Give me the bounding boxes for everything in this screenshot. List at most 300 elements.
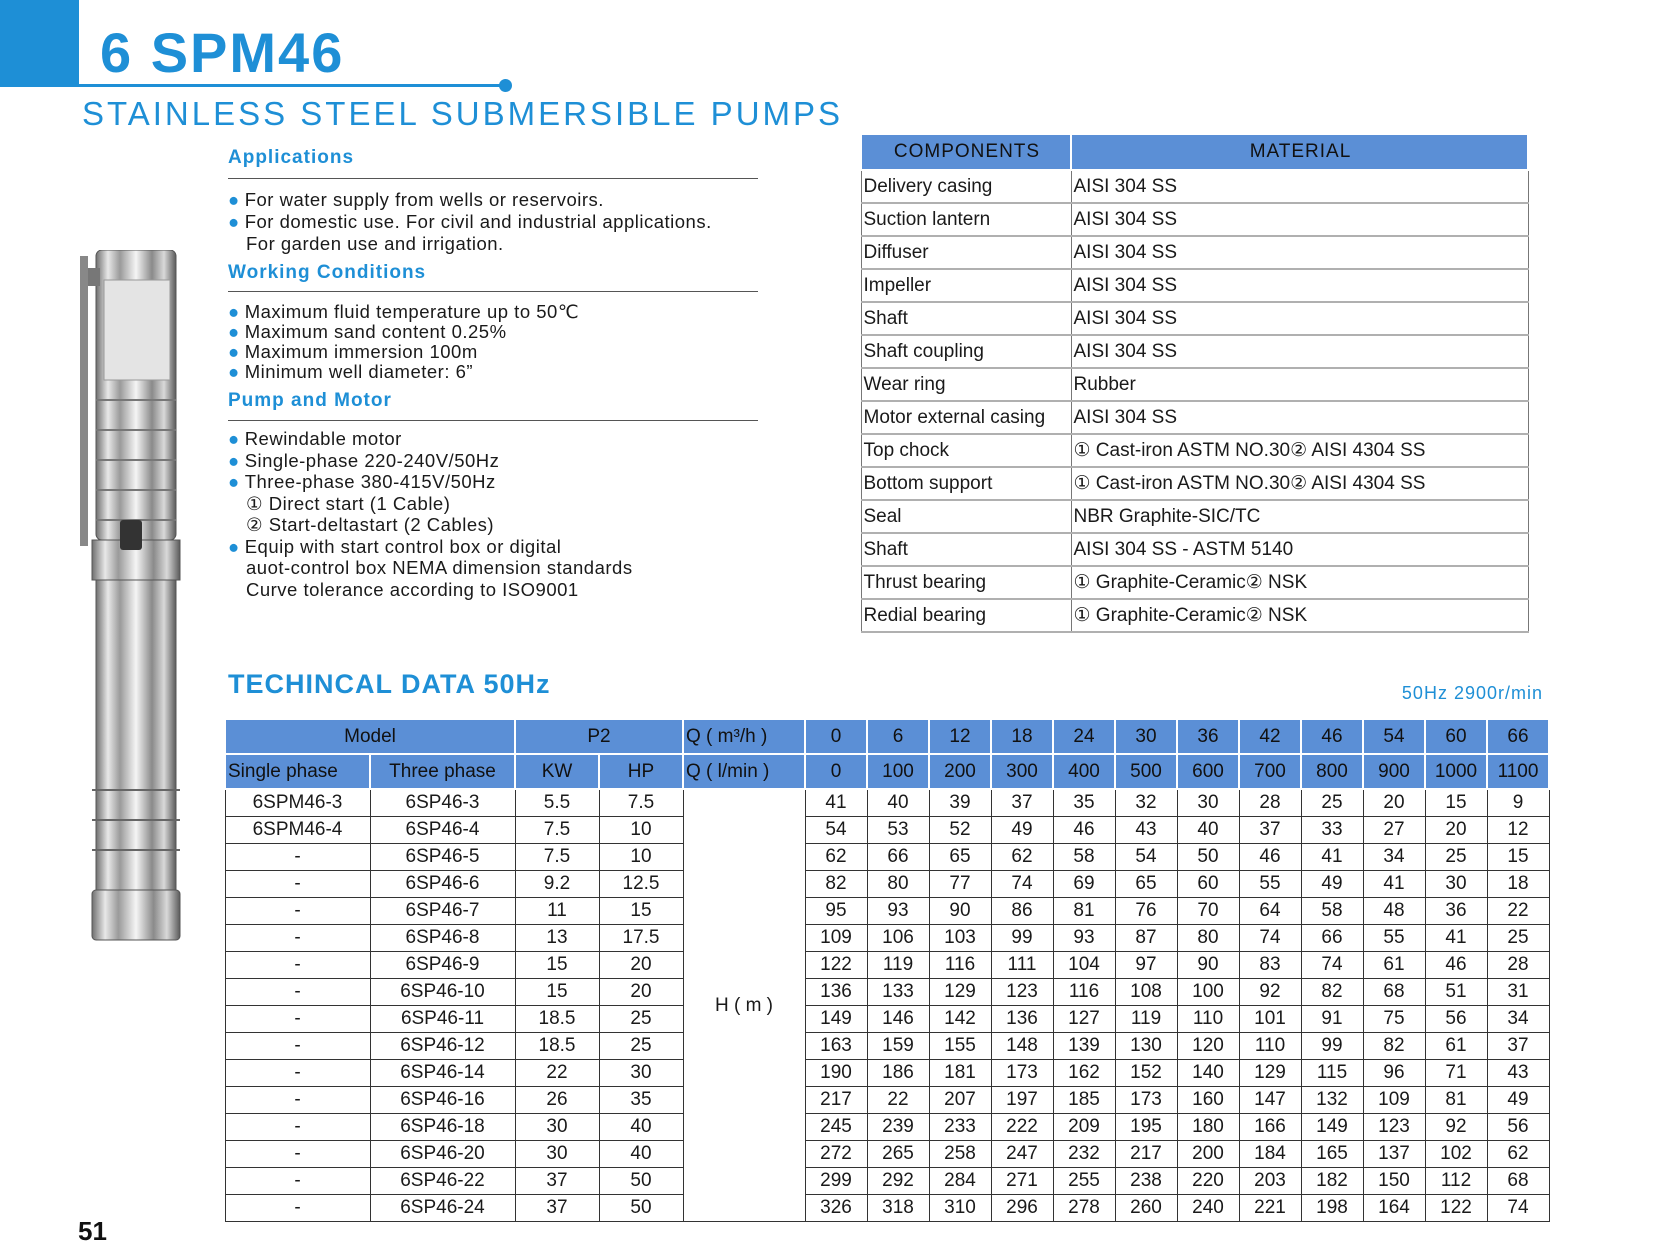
kw-cell: 15 [515,952,599,979]
component-cell: Wear ring [861,368,1071,401]
list-item: ● For water supply from wells or reservoirs. [228,189,604,210]
hp-cell: 20 [599,952,683,979]
head-value-cell: 25 [1487,925,1549,952]
head-value-cell: 49 [1301,871,1363,898]
hp-cell: 10 [599,817,683,844]
head-value-cell: 91 [1301,1006,1363,1033]
kw-cell: 26 [515,1087,599,1114]
head-value-cell: 162 [1053,1060,1115,1087]
three-phase-model-cell: 6SP46-16 [370,1087,515,1114]
head-value-cell: 81 [1425,1087,1487,1114]
head-value-cell: 52 [929,817,991,844]
head-value-cell: 109 [805,925,867,952]
header-row-flow-m3h [225,719,1549,754]
head-value-cell: 81 [1053,898,1115,925]
head-value-cell: 101 [1239,1006,1301,1033]
head-value-cell: 46 [1425,952,1487,979]
head-value-cell: 180 [1177,1114,1239,1141]
head-value-cell: 163 [805,1033,867,1060]
hp-cell: 20 [599,979,683,1006]
material-cell: AISI 304 SS [1071,302,1528,335]
head-value-cell: 271 [991,1168,1053,1195]
list-item: ● Maximum immersion 100m [228,341,478,362]
head-value-cell: 25 [1301,789,1363,817]
flow-m3h-header: 66 [1487,719,1549,754]
head-value-cell: 155 [929,1033,991,1060]
table-row [861,500,1528,533]
component-cell: Motor external casing [861,401,1071,434]
hp-cell: 40 [599,1114,683,1141]
head-value-cell: 278 [1053,1195,1115,1222]
head-value-cell: 61 [1425,1033,1487,1060]
flow-lmin-header: 900 [1363,754,1425,789]
page-title: 6 SPM46 [100,21,345,84]
flow-lmin-header: 200 [929,754,991,789]
three-phase-model-cell: 6SP46-3 [370,789,515,817]
table-row [861,599,1528,632]
kw-cell: 30 [515,1141,599,1168]
kw-header: KW [515,754,599,789]
material-cell: AISI 304 SS [1071,401,1528,434]
head-value-cell: 139 [1053,1033,1115,1060]
head-value-cell: 41 [805,789,867,817]
head-value-cell: 46 [1239,844,1301,871]
list-item: ● Equip with start control box or digital [228,535,562,557]
head-value-cell: 111 [991,952,1053,979]
flow-lmin-header: 800 [1301,754,1363,789]
head-value-cell: 46 [1053,817,1115,844]
flow-lmin-header: 300 [991,754,1053,789]
head-value-cell: 147 [1239,1087,1301,1114]
head-value-cell: 184 [1239,1141,1301,1168]
head-value-cell: 61 [1363,952,1425,979]
table-row [861,236,1528,269]
single-phase-model-cell: 6SPM46-3 [225,789,370,817]
list-item: ● Three-phase 380-415V/50Hz [228,471,496,492]
flow-lmin-header: 100 [867,754,929,789]
head-value-cell: 12 [1487,817,1549,844]
materials-header-row [861,134,1528,170]
head-value-cell: 74 [1239,925,1301,952]
head-value-cell: 71 [1425,1060,1487,1087]
head-value-cell: 119 [867,952,929,979]
head-value-cell: 122 [1425,1195,1487,1222]
list-item: For garden use and irrigation. [246,233,504,254]
single-phase-model-cell: - [225,1033,370,1060]
working-conditions-list [228,302,579,382]
head-value-cell: 130 [1115,1033,1177,1060]
head-value-cell: 90 [929,898,991,925]
head-value-cell: 146 [867,1006,929,1033]
flow-m3h-header: 18 [991,719,1053,754]
hp-cell: 35 [599,1087,683,1114]
head-value-cell: 62 [805,844,867,871]
head-value-cell: 34 [1363,844,1425,871]
head-value-cell: 129 [1239,1060,1301,1087]
head-value-cell: 164 [1363,1195,1425,1222]
head-value-cell: 260 [1115,1195,1177,1222]
head-value-cell: 27 [1363,817,1425,844]
applications-heading: Applications [228,147,355,168]
head-value-cell: 209 [1053,1114,1115,1141]
kw-cell: 5.5 [515,789,599,817]
bullet-icon: ● [228,428,240,449]
head-value-cell: 60 [1177,871,1239,898]
flow-m3h-header: 42 [1239,719,1301,754]
head-value-cell: 69 [1053,871,1115,898]
head-value-cell: 109 [1363,1087,1425,1114]
head-value-cell: 90 [1177,952,1239,979]
head-value-cell: 49 [1487,1087,1549,1114]
list-item: ① Direct start (1 Cable) [246,492,451,514]
hp-cell: 12.5 [599,871,683,898]
head-value-cell: 108 [1115,979,1177,1006]
head-value-cell: 103 [929,925,991,952]
kw-cell: 37 [515,1195,599,1222]
kw-cell: 15 [515,979,599,1006]
page-number: 51 [78,1216,107,1246]
component-cell: Impeller [861,269,1071,302]
table-row [861,335,1528,368]
flow-m3h-header: 6 [867,719,929,754]
q-m3h-label: Q ( m³/h ) [683,719,805,754]
three-phase-model-cell: 6SP46-7 [370,898,515,925]
head-value-cell: 123 [991,979,1053,1006]
list-item: ● Rewindable motor [228,428,402,449]
material-cell: NBR Graphite-SIC/TC [1071,500,1528,533]
three-phase-model-cell: 6SP46-14 [370,1060,515,1087]
head-value-cell: 284 [929,1168,991,1195]
three-phase-model-cell: 6SP46-18 [370,1114,515,1141]
table-row [225,925,1549,952]
head-value-cell: 140 [1177,1060,1239,1087]
head-value-cell: 28 [1239,789,1301,817]
head-value-cell: 221 [1239,1195,1301,1222]
head-value-cell: 116 [1053,979,1115,1006]
bullet-icon: ● [228,361,240,382]
head-value-cell: 36 [1425,898,1487,925]
material-cell: AISI 304 SS [1071,170,1528,203]
table-row [225,844,1549,871]
list-item: Curve tolerance according to ISO9001 [246,578,579,600]
head-value-cell: 123 [1363,1114,1425,1141]
three-phase-model-cell: 6SP46-5 [370,844,515,871]
single-phase-model-cell: - [225,1168,370,1195]
head-value-cell: 233 [929,1114,991,1141]
head-value-cell: 258 [929,1141,991,1168]
kw-cell: 7.5 [515,817,599,844]
head-value-cell: 165 [1301,1141,1363,1168]
head-value-cell: 31 [1487,979,1549,1006]
head-value-cell: 41 [1301,844,1363,871]
head-value-cell: 119 [1115,1006,1177,1033]
table-row [225,871,1549,898]
component-cell: Thrust bearing [861,566,1071,599]
material-cell: ① Graphite-Ceramic② NSK [1071,599,1528,632]
kw-cell: 18.5 [515,1006,599,1033]
table-row [225,979,1549,1006]
working-conditions-rule [228,291,758,292]
head-value-cell: 299 [805,1168,867,1195]
head-value-cell: 86 [991,898,1053,925]
head-value-cell: 55 [1239,871,1301,898]
head-value-cell: 173 [991,1060,1053,1087]
head-value-cell: 149 [1301,1114,1363,1141]
single-phase-model-cell: - [225,979,370,1006]
head-value-cell: 54 [805,817,867,844]
three-phase-model-cell: 6SP46-8 [370,925,515,952]
pump-illustration [72,250,197,950]
bullet-icon: ● [228,341,240,362]
head-value-cell: 80 [1177,925,1239,952]
material-cell: AISI 304 SS [1071,335,1528,368]
table-row [861,467,1528,500]
head-value-cell: 197 [991,1087,1053,1114]
table-row [225,898,1549,925]
header-row-flow-lmin [225,754,1549,789]
flow-lmin-header: 400 [1053,754,1115,789]
bullet-icon: ● [228,211,240,232]
hp-cell: 30 [599,1060,683,1087]
head-value-cell: 39 [929,789,991,817]
head-value-cell: 272 [805,1141,867,1168]
head-value-cell: 37 [1239,817,1301,844]
head-value-cell: 82 [805,871,867,898]
single-phase-model-cell: 6SPM46-4 [225,817,370,844]
material-cell: AISI 304 SS - ASTM 5140 [1071,533,1528,566]
head-value-cell: 58 [1301,898,1363,925]
head-value-cell: 232 [1053,1141,1115,1168]
head-value-cell: 15 [1425,789,1487,817]
hp-cell: 25 [599,1006,683,1033]
title-underline-dot [499,79,512,92]
head-value-cell: 56 [1487,1114,1549,1141]
head-label-cell: H ( m ) [683,789,805,1222]
p2-header: P2 [515,719,683,754]
head-value-cell: 200 [1177,1141,1239,1168]
pump-and-motor-list [228,428,633,600]
hp-cell: 25 [599,1033,683,1060]
kw-cell: 11 [515,898,599,925]
bullet-icon: ● [228,301,240,322]
head-value-cell: 68 [1363,979,1425,1006]
head-value-cell: 51 [1425,979,1487,1006]
table-row [225,1060,1549,1087]
three-phase-model-cell: 6SP46-9 [370,952,515,979]
head-value-cell: 50 [1177,844,1239,871]
single-phase-model-cell: - [225,1060,370,1087]
page-subtitle: STAINLESS STEEL SUBMERSIBLE PUMPS [82,95,844,132]
head-value-cell: 149 [805,1006,867,1033]
head-value-cell: 41 [1425,925,1487,952]
head-value-cell: 186 [867,1060,929,1087]
head-value-cell: 87 [1115,925,1177,952]
flow-m3h-header: 24 [1053,719,1115,754]
material-cell: Rubber [1071,368,1528,401]
head-value-cell: 9 [1487,789,1549,817]
head-value-cell: 110 [1177,1006,1239,1033]
head-value-cell: 97 [1115,952,1177,979]
table-row [225,1114,1549,1141]
head-value-cell: 62 [991,844,1053,871]
head-value-cell: 93 [1053,925,1115,952]
head-value-cell: 100 [1177,979,1239,1006]
head-value-cell: 112 [1425,1168,1487,1195]
flow-m3h-header: 12 [929,719,991,754]
head-value-cell: 74 [1301,952,1363,979]
head-value-cell: 93 [867,898,929,925]
head-value-cell: 150 [1363,1168,1425,1195]
bullet-icon: ● [228,449,240,471]
working-conditions-heading: Working Conditions [228,262,427,283]
head-value-cell: 310 [929,1195,991,1222]
head-value-cell: 32 [1115,789,1177,817]
table-row [225,1006,1549,1033]
component-cell: Shaft [861,302,1071,335]
head-value-cell: 166 [1239,1114,1301,1141]
flow-m3h-header: 30 [1115,719,1177,754]
components-header: COMPONENTS [861,134,1071,170]
flow-lmin-header: 1000 [1425,754,1487,789]
list-item: ● Maximum sand content 0.25% [228,321,507,342]
hp-cell: 50 [599,1168,683,1195]
head-value-cell: 74 [991,871,1053,898]
head-value-cell: 49 [991,817,1053,844]
component-cell: Seal [861,500,1071,533]
single-phase-header: Single phase [225,754,370,789]
table-row [225,1087,1549,1114]
technical-data-table [224,718,1550,1222]
head-value-cell: 116 [929,952,991,979]
table-row [225,1168,1549,1195]
technical-data-title: TECHINCAL DATA 50Hz [228,669,551,699]
head-value-cell: 239 [867,1114,929,1141]
head-value-cell: 82 [1301,979,1363,1006]
component-cell: Suction lantern [861,203,1071,236]
three-phase-model-cell: 6SP46-20 [370,1141,515,1168]
applications-rule [228,178,758,179]
head-value-cell: 34 [1487,1006,1549,1033]
head-value-cell: 326 [805,1195,867,1222]
head-value-cell: 55 [1363,925,1425,952]
single-phase-model-cell: - [225,952,370,979]
three-phase-header: Three phase [370,754,515,789]
single-phase-model-cell: - [225,1141,370,1168]
head-value-cell: 292 [867,1168,929,1195]
applications-list [228,189,712,255]
bullet-icon: ● [228,535,240,557]
flow-lmin-header: 0 [805,754,867,789]
flow-lmin-header: 1100 [1487,754,1549,789]
kw-cell: 13 [515,925,599,952]
head-value-cell: 65 [1115,871,1177,898]
flow-lmin-header: 700 [1239,754,1301,789]
head-value-cell: 99 [1301,1033,1363,1060]
head-value-cell: 99 [991,925,1053,952]
head-value-cell: 137 [1363,1141,1425,1168]
component-cell: Redial bearing [861,599,1071,632]
head-value-cell: 152 [1115,1060,1177,1087]
single-phase-model-cell: - [225,1087,370,1114]
kw-cell: 30 [515,1114,599,1141]
component-cell: Shaft coupling [861,335,1071,368]
list-item: ● For domestic use. For civil and industrial applications. [228,211,712,232]
head-value-cell: 70 [1177,898,1239,925]
hp-cell: 40 [599,1141,683,1168]
three-phase-model-cell: 6SP46-12 [370,1033,515,1060]
head-value-cell: 296 [991,1195,1053,1222]
table-row [861,203,1528,236]
bullet-icon: ● [228,471,240,492]
head-value-cell: 148 [991,1033,1053,1060]
head-value-cell: 136 [805,979,867,1006]
three-phase-model-cell: 6SP46-24 [370,1195,515,1222]
list-item: ● Single-phase 220-240V/50Hz [228,449,500,471]
head-value-cell: 245 [805,1114,867,1141]
pump-and-motor-rule [228,420,758,421]
head-value-cell: 43 [1115,817,1177,844]
kw-cell: 18.5 [515,1033,599,1060]
bullet-icon: ● [228,189,240,210]
table-row [225,789,1549,817]
material-cell: ① Graphite-Ceramic② NSK [1071,566,1528,599]
pump-and-motor-heading: Pump and Motor [228,390,392,411]
single-phase-model-cell: - [225,898,370,925]
head-value-cell: 198 [1301,1195,1363,1222]
head-value-cell: 54 [1115,844,1177,871]
kw-cell: 9.2 [515,871,599,898]
head-value-cell: 37 [1487,1033,1549,1060]
head-value-cell: 92 [1239,979,1301,1006]
head-value-cell: 75 [1363,1006,1425,1033]
head-value-cell: 247 [991,1141,1053,1168]
head-value-cell: 173 [1115,1087,1177,1114]
head-value-cell: 203 [1239,1168,1301,1195]
flow-m3h-header: 46 [1301,719,1363,754]
list-item: ● Minimum well diameter: 6” [228,361,474,382]
table-row [225,1033,1549,1060]
head-value-cell: 53 [867,817,929,844]
head-value-cell: 106 [867,925,929,952]
head-value-cell: 64 [1239,898,1301,925]
head-value-cell: 238 [1115,1168,1177,1195]
kw-cell: 7.5 [515,844,599,871]
head-value-cell: 132 [1301,1087,1363,1114]
head-value-cell: 18 [1487,871,1549,898]
flow-m3h-header: 54 [1363,719,1425,754]
flow-m3h-header: 60 [1425,719,1487,754]
head-value-cell: 15 [1487,844,1549,871]
list-item: ② Start-deltastart (2 Cables) [246,514,495,535]
head-value-cell: 265 [867,1141,929,1168]
table-row [861,566,1528,599]
material-cell: ① Cast-iron ASTM NO.30② AISI 4304 SS [1071,434,1528,467]
component-cell: Bottom support [861,467,1071,500]
table-row [861,302,1528,335]
head-value-cell: 33 [1301,817,1363,844]
head-value-cell: 133 [867,979,929,1006]
head-value-cell: 30 [1425,871,1487,898]
three-phase-model-cell: 6SP46-10 [370,979,515,1006]
head-value-cell: 95 [805,898,867,925]
head-value-cell: 37 [991,789,1053,817]
head-value-cell: 96 [1363,1060,1425,1087]
head-value-cell: 58 [1053,844,1115,871]
speed-label: 50Hz 2900r/min [1401,683,1543,703]
head-value-cell: 181 [929,1060,991,1087]
head-value-cell: 217 [805,1087,867,1114]
head-value-cell: 195 [1115,1114,1177,1141]
